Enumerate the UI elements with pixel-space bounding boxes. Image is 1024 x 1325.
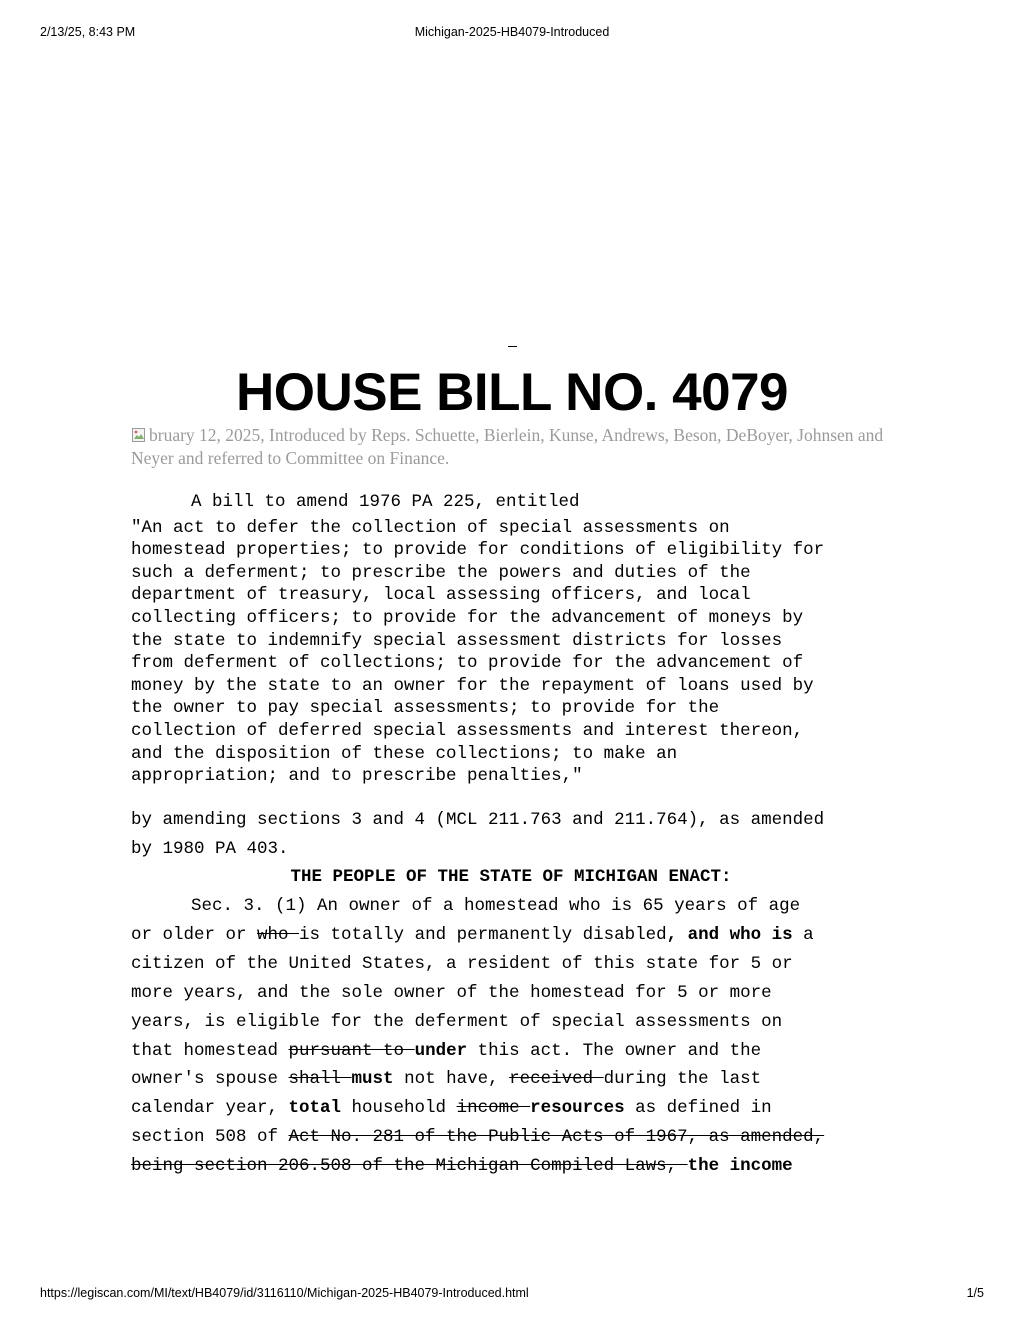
section-line: Sec. 3. (1) An owner of a homestead who is 65 years of age bbox=[191, 896, 801, 916]
amending-clause bbox=[131, 806, 911, 864]
text-run: during the last bbox=[603, 1069, 762, 1090]
broken-image-icon bbox=[131, 426, 147, 442]
section-line: years, is eligible for the deferment of special assessments on bbox=[131, 1011, 783, 1032]
title-line: "An act to defer the collection of special assessments on bbox=[131, 517, 730, 538]
struck-text: income bbox=[456, 1098, 531, 1119]
print-document-title: Michigan-2025-HB4079-Introduced bbox=[414, 25, 610, 39]
section-line bbox=[131, 921, 911, 950]
struck-text: pursuant to bbox=[288, 1040, 415, 1061]
title-line: homestead properties; to provide for conditions of eligibility for bbox=[131, 540, 825, 561]
inserted-text: , bbox=[666, 924, 678, 945]
title-line: collecting officers; to provide for the advancement of moneys by bbox=[131, 607, 804, 628]
bill-lead-line: A bill to amend 1976 PA 225, entitled bbox=[191, 492, 580, 512]
text-run: as defined in bbox=[624, 1098, 772, 1119]
section-line bbox=[131, 1094, 911, 1123]
title-line: such a deferment; to prescribe the powers and duties of the bbox=[131, 562, 751, 583]
source-url[interactable]: https://legiscan.com/MI/text/HB4079/id/3116110/Michigan-2025-HB4079-Introduced.html bbox=[40, 1286, 529, 1300]
introduction-text: bruary 12, 2025, Introduced by Reps. Schuette, Bierlein, Kunse, Andrews, Beson, DeBoyer, Johnsen and Neyer and referred to Committee on Finance. bbox=[131, 425, 884, 468]
inserted-text: under bbox=[414, 1040, 468, 1061]
struck-text: received bbox=[509, 1069, 604, 1090]
section-line bbox=[131, 1123, 911, 1152]
inserted-text: and who is bbox=[677, 924, 793, 945]
title-line: collection of deferred special assessments and interest thereon, bbox=[131, 720, 804, 741]
text-run: this act. The owner and the bbox=[467, 1040, 762, 1061]
title-line: the state to indemnify special assessment districts for losses bbox=[131, 630, 783, 651]
section-line bbox=[131, 1037, 911, 1066]
text-run: section 508 of bbox=[131, 1127, 289, 1148]
struck-text: who bbox=[257, 924, 300, 945]
struck-text: Act No. 281 of the Public Acts of 1967, as amended, bbox=[288, 1127, 825, 1148]
bill-title: HOUSE BILL NO. 4079 bbox=[235, 363, 789, 422]
text-run: household bbox=[341, 1098, 457, 1119]
page-number: 1/5 bbox=[966, 1286, 984, 1300]
print-footer bbox=[40, 1286, 984, 1302]
inserted-text: resources bbox=[530, 1098, 625, 1119]
text-run: or older or bbox=[131, 924, 258, 945]
title-line: money by the state to an owner for the repayment of loans used by bbox=[131, 675, 814, 696]
title-line: from deferment of collections; to provide for the advancement of bbox=[131, 653, 804, 674]
text-run: not have, bbox=[393, 1069, 510, 1090]
struck-text: being section 206.508 of the Michigan Compiled Laws, bbox=[131, 1156, 688, 1177]
print-header bbox=[40, 25, 984, 41]
section-line bbox=[131, 1065, 911, 1094]
title-line: the owner to pay special assessments; to provide for the bbox=[131, 698, 720, 719]
text-run: owner's spouse bbox=[131, 1069, 289, 1090]
print-datetime: 2/13/25, 8:43 PM bbox=[40, 25, 136, 39]
text-run: is totally and permanently disabled bbox=[299, 924, 667, 945]
section-line: more years, and the sole owner of the homestead for 5 or more bbox=[131, 982, 772, 1003]
bill-title-block bbox=[131, 491, 911, 788]
inserted-text: the income bbox=[687, 1156, 793, 1177]
section-3-body bbox=[131, 892, 911, 1181]
title-line: and the disposition of these collections; to make an bbox=[131, 743, 678, 764]
title-dash-mark bbox=[508, 346, 517, 347]
inserted-text: total bbox=[288, 1098, 342, 1119]
text-run: that homestead bbox=[131, 1040, 289, 1061]
amending-line: by 1980 PA 403. bbox=[131, 839, 289, 859]
amending-line: by amending sections 3 and 4 (MCL 211.763 and 211.764), as amended bbox=[131, 810, 825, 830]
section-line bbox=[131, 1152, 911, 1181]
inserted-text: must bbox=[351, 1069, 394, 1090]
enacting-clause: THE PEOPLE OF THE STATE OF MICHIGAN ENACT: bbox=[290, 867, 732, 887]
section-line: citizen of the United States, a resident of this state for 5 or bbox=[131, 953, 793, 974]
text-run: calendar year, bbox=[131, 1098, 289, 1119]
struck-text: shall bbox=[288, 1069, 352, 1090]
introduction-line bbox=[131, 424, 911, 470]
title-line: department of treasury, local assessing officers, and local bbox=[131, 585, 751, 606]
title-line: appropriation; and to prescribe penalties," bbox=[131, 766, 583, 787]
text-run: a bbox=[792, 924, 814, 945]
